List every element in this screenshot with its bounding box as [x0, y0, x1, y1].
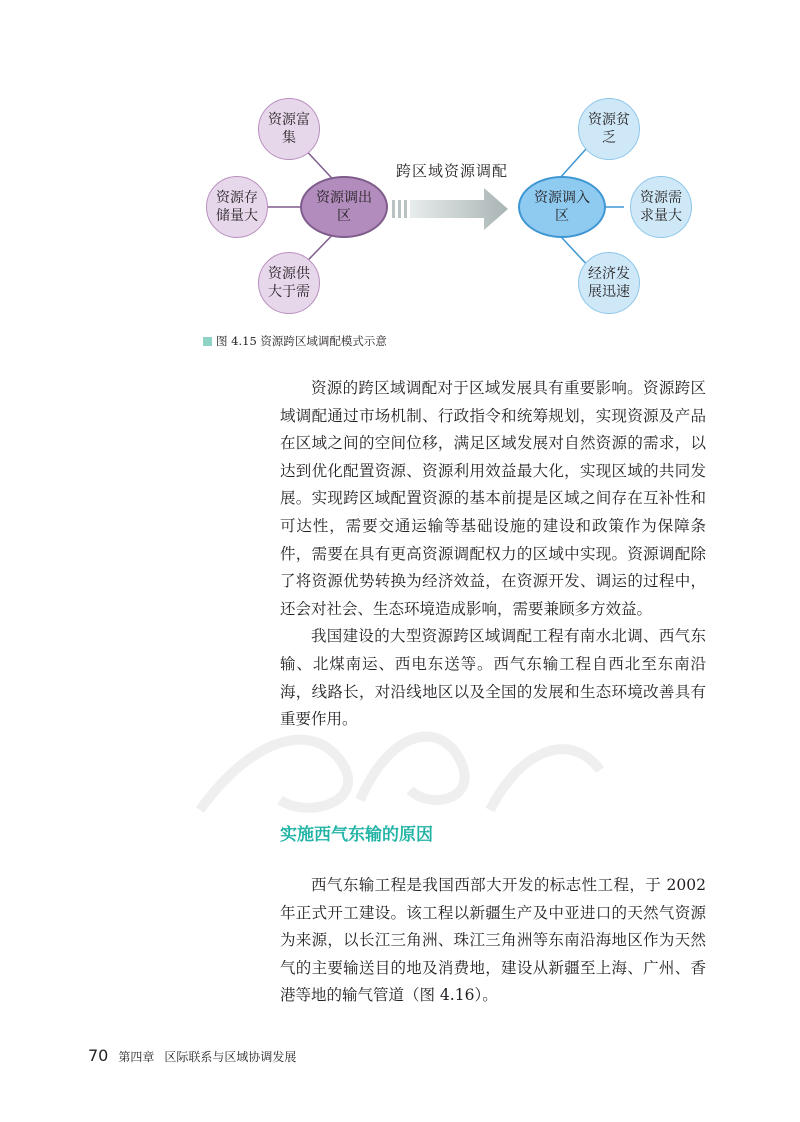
- source-center-node: 资源调出区: [300, 176, 388, 238]
- body-section-2: [280, 872, 706, 1010]
- caption-marker: [203, 337, 212, 346]
- section-title: 实施西气东输的原因: [280, 825, 433, 845]
- figure-caption: 图 4.15 资源跨区域调配模式示意: [203, 333, 387, 349]
- source-node-rich: 资源富集: [258, 98, 320, 160]
- paragraph: 资源的跨区域调配对于区域发展具有重要影响。资源跨区域调配通过市场机制、行政指令和统筹规划，实现资源及产品在区域之间的空间位移，满足区域发展对自然资源的需求，以达到优化配置资源、资源利用效益最大化，实现区域的共同发展。实现跨区域配置资源的基本前提是区域之间存在互补性和可达性，需要交通运输等基础设施的建设和政策作为保障条件，需要在具有更高资源调配权力的区域中实现。资源调配除了将资源优势转换为经济效益，在资源开发、调运的过程中，还会对社会、生态环境造成影响，需要兼顾多方效益。: [280, 379, 706, 618]
- source-node-surplus: 资源供大于需: [258, 252, 320, 314]
- target-center-node: 资源调入区: [518, 176, 606, 238]
- target-node-growth: 经济发展迅速: [578, 252, 640, 314]
- body-section-1: [280, 375, 706, 734]
- page-number: 70: [88, 1046, 109, 1065]
- page-footer: [88, 1046, 296, 1065]
- chapter-title: 区际联系与区域协调发展: [164, 1050, 297, 1064]
- arrow-label: 跨区域资源调配: [396, 162, 509, 180]
- paragraph: 西气东输工程是我国西部大开发的标志性工程，于 2002 年正式开工建设。该工程以新疆生产及中亚进口的天然气资源为来源，以长江三角洲、珠江三角洲等东南沿海地区作为天然气的主要输送目的地及消费地，建设从新疆至上海、广州、香港等地的输气管道（图 4.16）。: [280, 876, 706, 1005]
- resource-allocation-diagram: [200, 88, 710, 328]
- transfer-arrow: [392, 188, 508, 230]
- target-node-scarce: 资源贫乏: [578, 98, 640, 160]
- chapter-label: 第四章: [118, 1050, 155, 1064]
- source-node-storage: 资源存储量大: [206, 176, 268, 238]
- target-node-demand: 资源需求量大: [630, 176, 692, 238]
- paragraph: 我国建设的大型资源跨区域调配工程有南水北调、西气东输、北煤南运、西电东送等。西气东输工程自西北至东南沿海，线路长，对沿线地区以及全国的发展和生态环境改善具有重要作用。: [280, 627, 706, 729]
